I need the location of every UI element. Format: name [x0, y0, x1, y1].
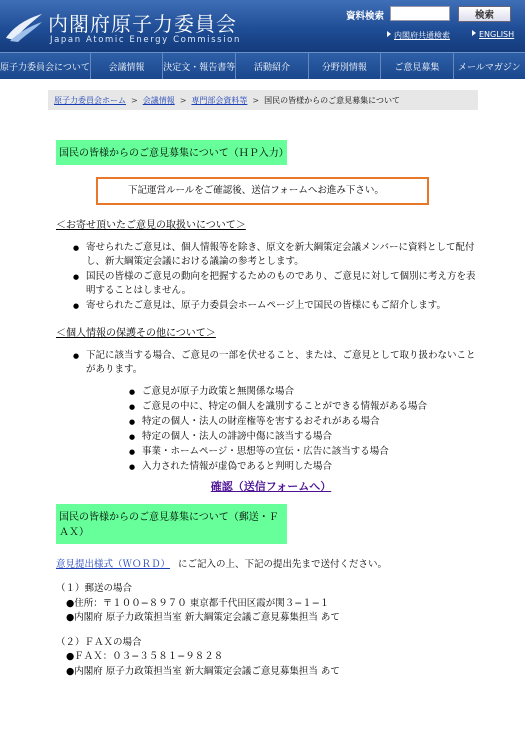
site-title[interactable]: 内閣府原子力委員会: [48, 12, 237, 36]
breadcrumb-home[interactable]: 原子力委員会ホーム: [54, 95, 126, 105]
breadcrumb-current: 国民の皆様からのご意見募集について: [264, 95, 400, 105]
english-label: ENGLISH: [479, 30, 515, 39]
list-item: ● 特定の個人・法人の財産権等を害するおそれがある場合: [142, 415, 476, 429]
form-download-link[interactable]: 意見提出様式（ＷＯＲＤ）: [56, 559, 171, 570]
arrow-right-icon: [387, 31, 391, 37]
form-instruction: にご記入の上、下記の提出先まで送付ください。: [178, 559, 388, 570]
fax-dept: ●内閣府 原子力政策担当室 新大綱策定会議ご意見募集担当 あて: [66, 665, 340, 677]
common-search-label: 内閣府共通検索: [394, 31, 450, 40]
common-search-link[interactable]: [387, 30, 450, 41]
nav-item-about[interactable]: 原子力委員会について: [0, 53, 91, 79]
breadcrumb-materials[interactable]: 専門部会資料等: [191, 95, 248, 105]
nav-item-activities[interactable]: 活動紹介: [236, 53, 308, 79]
list-item: ● ご意見が原子力政策と無関係な場合: [142, 385, 476, 399]
nav-item-decisions[interactable]: 決定文・報告書等: [163, 53, 236, 79]
search-input[interactable]: [390, 6, 450, 21]
mail-info: [56, 582, 476, 626]
list-item: ● 国民の皆様のご意見の動向を把握するためのものであり、ご意見に対して個別に考え方を表明することはしません。: [86, 270, 476, 298]
confirm-form-link[interactable]: 確認（送信フォームへ）: [210, 480, 332, 493]
site-subtitle: Japan Atomic Energy Commission: [50, 35, 241, 45]
privacy-sublist: [56, 385, 476, 474]
fax-heading: （２）ＦＡＸの場合: [56, 636, 142, 648]
privacy-list: [56, 349, 476, 377]
list-item: ● 下記に該当する場合、ご意見の一部を伏せること、または、ご意見として取り扱わないことがあります。: [86, 349, 476, 377]
breadcrumb-meetings[interactable]: 会議情報: [142, 95, 175, 105]
breadcrumb-separator: >: [252, 95, 260, 105]
mail-dept: ●内閣府 原子力政策担当室 新大綱策定会議ご意見募集担当 あて: [66, 612, 340, 623]
nav-item-fields[interactable]: 分野別情報: [309, 53, 381, 79]
list-item: ● 寄せられたご意見は、原子力委員会ホームページ上で国民の皆様にもご紹介します。: [86, 299, 476, 313]
nav-item-meetings[interactable]: 会議情報: [91, 53, 163, 79]
list-item: ● 特定の個人・法人の誹謗中傷に該当する場合: [142, 430, 476, 444]
notice-box: 下記運営ルールをご確認後、送信フォームへお進み下さい。: [96, 177, 429, 205]
form-download-line: [56, 558, 476, 572]
breadcrumb: [48, 90, 478, 110]
section-title-mail-fax: 国民の皆様からのご意見募集について（郵送・ＦＡＸ）: [56, 504, 287, 544]
search-button[interactable]: 検索: [458, 6, 511, 22]
list-item: ● 事業・ホームページ・思想等の宣伝・広告に該当する場合: [142, 445, 476, 459]
breadcrumb-separator: >: [179, 95, 187, 105]
nav-item-opinions[interactable]: ご意見募集: [381, 53, 453, 79]
search-label: 資料検索: [346, 11, 385, 22]
breadcrumb-separator: >: [131, 95, 138, 105]
main-content: [56, 140, 476, 679]
handling-list: [56, 241, 476, 313]
fax-info: [56, 636, 476, 680]
list-item: ● 入力された情報が虚偽であると判明した場合: [142, 460, 476, 474]
privacy-heading: ＜個人情報の保護その他について＞: [56, 328, 216, 339]
list-item: ● ご意見の中に、特定の個人を識別することができる情報がある場合: [142, 400, 476, 414]
main-nav: [0, 52, 525, 79]
handling-heading: ＜お寄せ頂いたご意見の取扱いについて＞: [56, 220, 246, 231]
section-title-web: 国民の皆様からのご意見募集について（ＨＰ入力）: [56, 140, 287, 165]
list-item: ● 寄せられたご意見は、個人情報等を除き、原文を新大綱策定会議メンバーに資料として配付し、新大綱策定会議における議論の参考とします。: [86, 241, 476, 269]
mail-address: ●住所：〒１００−８９７０ 東京都千代田区霞が関３−１−１: [66, 597, 330, 609]
fax-number: ●ＦＡＸ：０３−３５８１−９８２８: [66, 651, 224, 662]
mail-heading: （１）郵送の場合: [56, 583, 133, 594]
nav-item-mailmagazine[interactable]: メールマガジン: [458, 62, 521, 73]
english-link[interactable]: [472, 30, 514, 39]
commission-logo-icon: [4, 8, 44, 44]
arrow-right-icon: [472, 30, 476, 36]
site-header: [0, 0, 525, 52]
